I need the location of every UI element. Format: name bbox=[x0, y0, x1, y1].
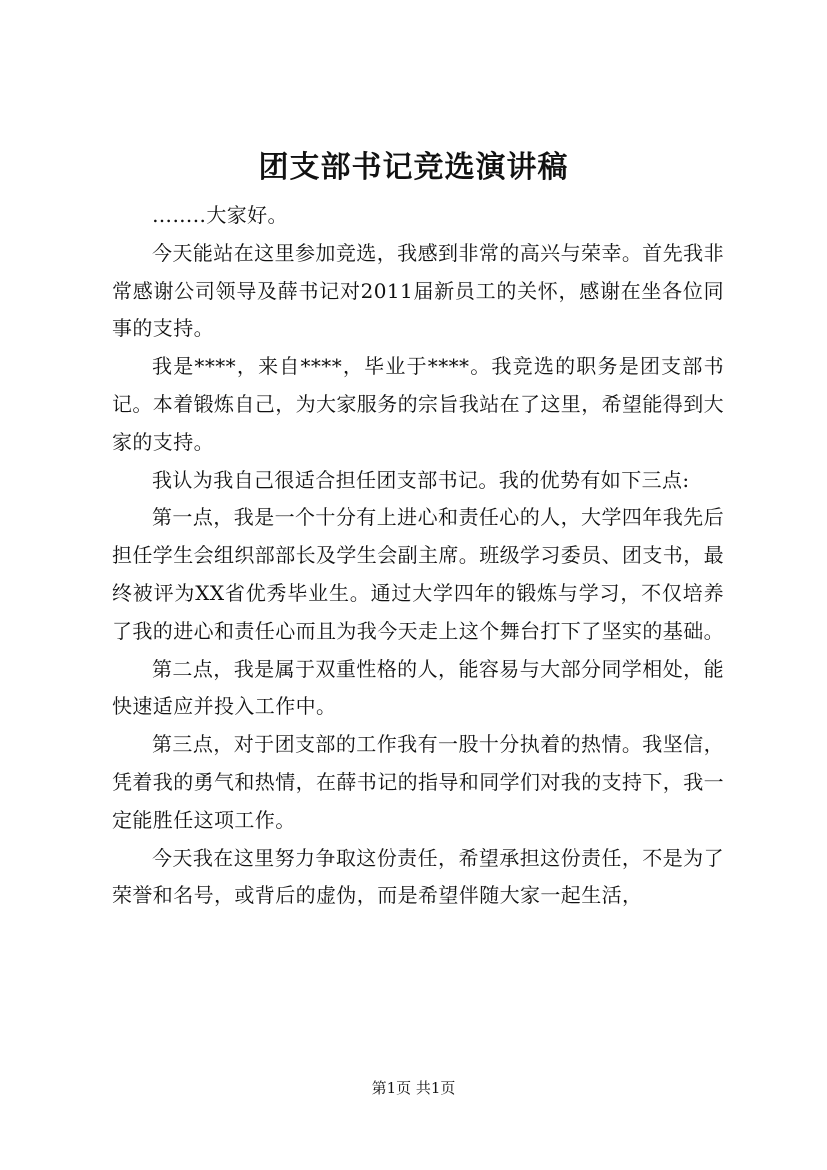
paragraph-greeting: ……..大家好。 bbox=[152, 203, 288, 227]
document-body bbox=[112, 197, 724, 915]
document-title: 团支部书记竞选演讲稿 bbox=[258, 150, 569, 185]
paragraph: 我是****，来自****，毕业于****。我竞选的职务是团支部书记。本着锻炼自己，为大家服务的宗旨我站在了这里，希望能得到大家的支持。 bbox=[112, 354, 724, 454]
paragraph: 第二点，我是属于双重性格的人，能容易与大部分同学相处，能快速适应并投入工作中。 bbox=[112, 656, 724, 719]
page-number-footer: 第1页 共1页 bbox=[371, 1079, 456, 1097]
paragraph: 第三点，对于团支部的工作我有一股十分执着的热情。我坚信，凭着我的勇气和热情，在薛书记的指导和同学们对我的支持下，我一定能胜任这项工作。 bbox=[112, 732, 724, 832]
paragraph: 今天我在这里努力争取这份责任，希望承担这份责任，不是为了荣誉和名号，或背后的虚伪，而是希望伴随大家一起生活， bbox=[112, 845, 724, 908]
paragraph: 第一点，我是一个十分有上进心和责任心的人，大学四年我先后担任学生会组织部部长及学生会副主席。班级学习委员、团支书，最终被评为XX省优秀毕业生。通过大学四年的锻炼与学习，不仅培养了我的进心和责任心而且为我今天走上这个舞台打下了坚实的基础。 bbox=[112, 505, 724, 643]
paragraph: 今天能站在这里参加竞选，我感到非常的高兴与荣幸。首先我非常感谢公司领导及薛书记对2011届新员工的关怀，感谢在坐各位同事的支持。 bbox=[112, 240, 724, 341]
paragraph: 我认为我自己很适合担任团支部书记。我的优势有如下三点: bbox=[152, 467, 690, 492]
